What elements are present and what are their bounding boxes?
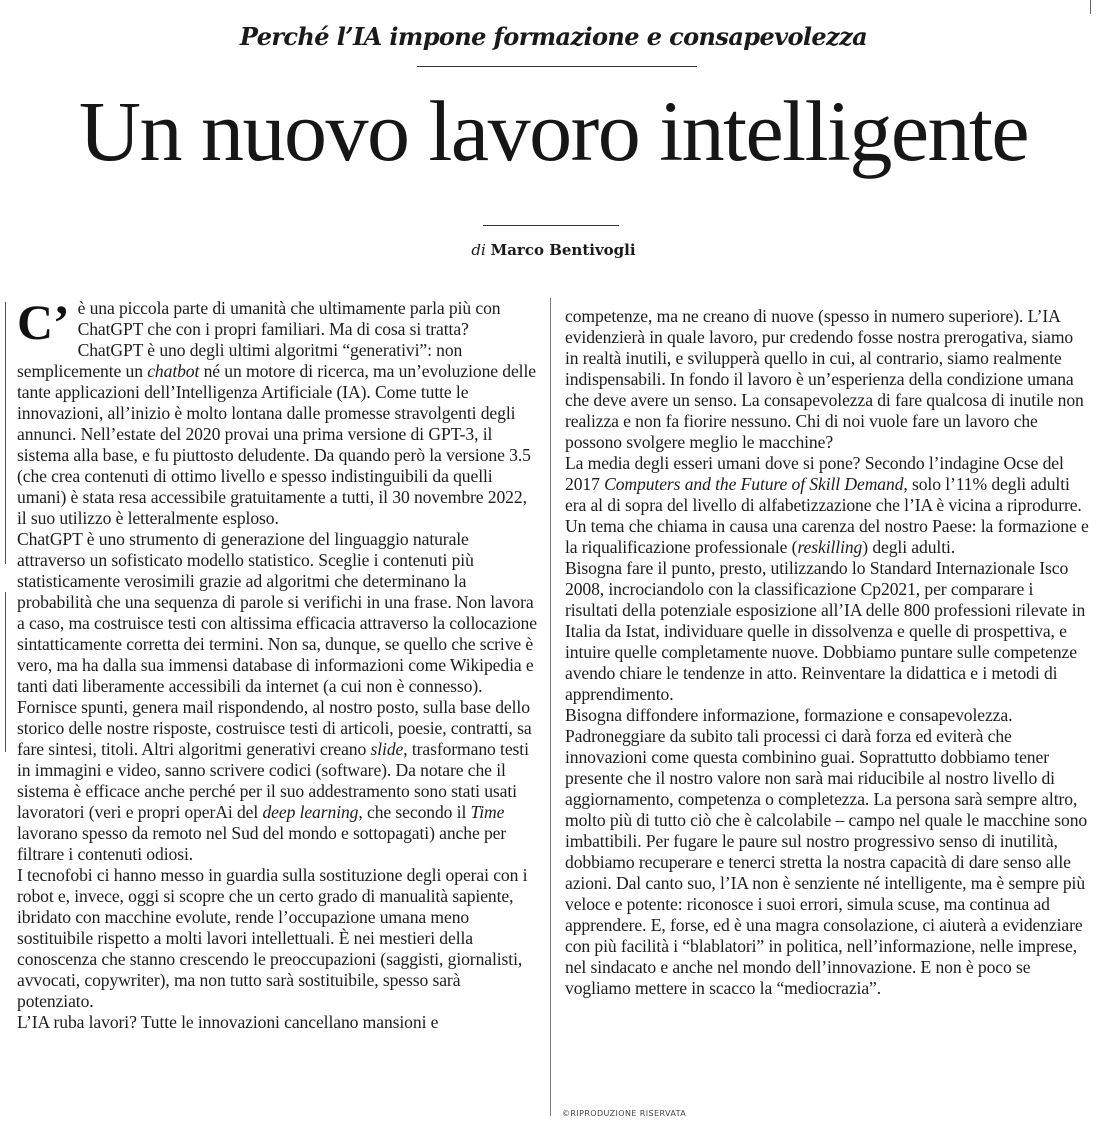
italic-term: slide [370,739,404,759]
text-run: La media degli esseri umani dove si pone? Secondo l’indagine Ocse del 2017 [565,453,1064,494]
article-kicker: Perché l’IA impone formazione e consapevolezza [239,22,868,51]
right-paragraph-4 [565,705,1090,999]
text-run: è una piccola parte di umanità che ultimamente parla più con ChatGPT che con i propri familiari. Ma di cosa si tratta? ChatGPT è uno degli ultimi algoritmi “generativi”: non semplicemente un [17,298,501,381]
dropcap: C’ [17,294,70,350]
text-run: , solo l’11% degli adulti era al di sopra del livello di alfabetizzazione che l’IA è vicina a riprodurre. Un tema che chiama in causa una carenza del nostro Paese: la formazione e la riqualificazione professionale ( [565,474,1089,557]
text-run: competenze, ma ne creano di nuove (spesso in numero superiore). L’IA evidenzierà in quale lavoro, pur credendo fosse nostra prerogativa, siamo in realtà inutili, e svilupperà quello in cui, al contrario, siamo realmente indispensabili. In fondo il lavoro è un’esperienza della condizione umana che deve avere un senso. La consapevolezza di fare qualcosa di inutile non realizza e non fa fiorire nessuno. Chi di noi vuole fare un lavoro che possono svolgere meglio le macchine? [565,306,1084,452]
italic-term: Time [470,802,505,822]
italic-term: Computers and the Future of Skill Demand [604,474,904,494]
right-column [565,306,1090,999]
text-run: , trasformano testi in immagini e video, sanno scrivere codici (software). Da notare che il sistema è efficace anche perché per il suo addestramento sono stati usati lavoratori (veri e propri operAi del [17,739,529,822]
byline-prefix: di [471,241,486,259]
text-run: ) degli adulti. [862,537,956,557]
left-paragraph-2 [17,529,537,865]
right-paragraph-3 [565,558,1090,705]
author-name: Marco Bentivogli [490,241,636,259]
byline [0,241,1107,259]
margin-rule-lower [5,592,6,752]
margin-rule-upper [5,302,6,564]
italic-term: chatbot [147,361,200,381]
italic-term: deep learning [262,802,359,822]
left-paragraph-3 [17,865,537,1012]
kicker-divider [417,66,697,67]
text-run: I tecnofobi ci hanno messo in guardia sulla sostituzione degli operai con i robot e, invece, oggi si scopre che un certo grado di manualità sapiente, ibridato con macchine evolute, rende l’occupazione umana meno sostituibile rispetto a molti lavori intellettuali. È nei mestieri della conoscenza che stanno crescendo le preoccupazioni (saggisti, giornalisti, avvocati, copywriter), ma non tutto sarà sostituibile, spesso sarà potenziato. [17,865,528,1011]
text-run: L’IA ruba lavori? Tutte le innovazioni cancellano mansioni e [17,1012,439,1032]
column-divider [550,298,551,1116]
left-paragraph-4 [17,1012,537,1033]
left-paragraph-1 [17,294,537,529]
text-run: , che secondo il [358,802,471,822]
text-run: ChatGPT è uno strumento di generazione del linguaggio naturale attraverso un sofisticato modello statistico. Sceglie i contenuti più statisticamente verosimili grazie ad algoritmi che determinano la probabilità che una sequenza di parole si verifichi in una frase. Non lavora a caso, ma costruisce testi con altissima efficacia attraverso la collocazione sintatticamente corretta dei termini. Non sa, dunque, se quello che scrive è vero, ma ha dalla sua immensi database di informazioni come Wikipedia e tanti dati liberamente accessibili da internet (a cui non è connesso). Fornisce spunti, genera mail rispondendo, al nostro posto, sulla base dello storico delle nostre risposte, costruisce testi di articoli, poesie, contratti, sa fare sintesi, titoli. Altri algoritmi generativi creano [17,529,537,759]
page-edge-mark [1090,0,1091,14]
text-run: Bisogna diffondere informazione, formazione e consapevolezza. Padroneggiare da subito tali processi ci darà forza ed eviterà che innovazioni come questa combinino guai. Soprattutto dobbiamo tener presente che il nostro valore non sarà mai riducibile al nostro livello di aggiornamento, competenza o completezza. La persona sarà sempre altro, molto più di tutto ciò che è calcolabile – campo nel quale le macchine sono imbattibili. Per fugare le paure sul nostro progressivo senso di inutilità, dobbiamo recuperare e tenerci stretta la nostra capacità di dare senso alle azioni. Dal canto suo, l’IA non è senziente né intelligente, ma è sempre più veloce e potente: riconosce i suoi errori, simula scuse, ma continua ad apprendere. E, forse, ed è una magra consolazione, ci aiuterà a evidenziare con più facilità i “blablatori” in politica, nell’informazione, nelle imprese, nel sindacato e anche nel mondo dell’innovazione. E non è poco se vogliamo mettere in scacco la “mediocrazia”. [565,705,1088,998]
byline-divider [483,225,619,226]
copyright-notice: ©RIPRODUZIONE RISERVATA [562,1109,687,1118]
article-headline: Un nuovo lavoro intelligente [78,83,1029,179]
right-paragraph-1 [565,306,1090,453]
text-run: lavorano spesso da remoto nel Sud del mondo e sottopagati) anche per filtrare i contenuti odiosi. [17,823,507,864]
italic-term: reskilling [797,537,863,557]
text-run: Bisogna fare il punto, presto, utilizzando lo Standard Internazionale Isco 2008, incrociandolo con la classificazione Cp2021, per comparare i risultati della potenziale esposizione all’IA delle 800 professioni rilevate in Italia da Istat, individuare quelle in dissolvenza e quelle di prospettiva, e intuire quelle completamente nuove. Dobbiamo puntare sulle competenze avendo chiare le tendenze in atto. Reinventare la didattica e i metodi di apprendimento. [565,558,1086,704]
left-column [17,294,537,1033]
text-run: né un motore di ricerca, ma un’evoluzione delle tante applicazioni dell’Intelligenza Artificiale (IA). Come tutte le innovazioni, all’inizio è molto lontana dalle promesse stravolgenti degli annunci. Nell’estate del 2020 provai una prima versione di GPT-3, il sistema alla base, e fu piuttosto deludente. Da quando però la versione 3.5 (che crea contenuti di ottimo livello e spesso indistinguibili da quelli umani) è stata resa accessibile gratuitamente a tutti, il 30 novembre 2022, il suo utilizzo è letteralmente esploso. [17,361,536,528]
right-paragraph-2 [565,453,1090,558]
